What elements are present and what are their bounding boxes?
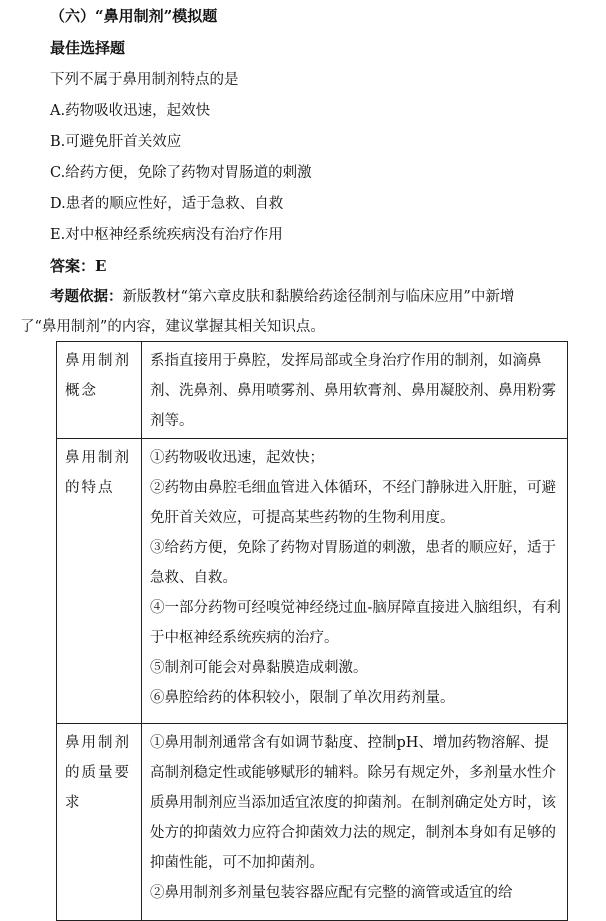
answer-line bbox=[50, 256, 106, 276]
option-a: A.药物吸收迅速，起效快 bbox=[50, 103, 211, 119]
section-title: （六）“鼻用制剂”模拟题 bbox=[50, 7, 218, 25]
basis-line-2: 了“鼻用制剂”的内容，建议掌握其相关知识点。 bbox=[20, 319, 325, 335]
table-row bbox=[57, 724, 568, 921]
row-label-features: 鼻用制剂的特点 bbox=[57, 439, 142, 724]
row-content-features bbox=[142, 439, 568, 724]
basis-text-1: 新版教材“第六章皮肤和黏膜给药途径制剂与临床应用”中新增 bbox=[122, 289, 515, 305]
basis-label: 考题依据： bbox=[50, 288, 123, 305]
content-paragraph: ①鼻用制剂通常含有如调节黏度、控制pH、增加药物溶解、提高制剂稳定性或能够赋形的辅料。除另有规定外，多剂量水性介质鼻用制剂应当添加适宜浓度的抑菌剂。在制剂确定处方时，该处方的抑菌效力应符合抑菌效力法的规定，制剂本身如有足够的抑菌性能，可不加抑菌剂。 bbox=[150, 735, 556, 871]
content-paragraph: ④一部分药物可经嗅觉神经绕过血-脑屏障直接进入脑组织，有利于中枢神经系统疾病的治疗。 bbox=[150, 600, 561, 646]
question-type-heading: 最佳选择题 bbox=[50, 39, 126, 57]
content-paragraph: ②鼻用制剂多剂量包装容器应配有完整的滴管或适宜的给 bbox=[150, 885, 513, 901]
row-label-concept: 鼻用制剂概念 bbox=[57, 342, 142, 439]
content-paragraph: ⑥鼻腔给药的体积较小，限制了单次用药剂量。 bbox=[150, 690, 455, 706]
row-label-quality: 鼻用制剂的质量要求 bbox=[57, 724, 142, 921]
answer-value: E bbox=[95, 257, 107, 275]
content-paragraph: 系指直接用于鼻腔，发挥局部或全身治疗作用的制剂，如滴鼻剂、洗鼻剂、鼻用喷雾剂、鼻用软膏剂、鼻用凝胶剂、鼻用粉雾剂等。 bbox=[150, 353, 556, 429]
option-e: E.对中枢神经系统疾病没有治疗作用 bbox=[50, 227, 283, 243]
knowledge-table bbox=[56, 341, 568, 921]
content-paragraph: ③给药方便，免除了药物对胃肠道的刺激，患者的顺应好，适于急救、自救。 bbox=[150, 540, 556, 586]
option-c: C.给药方便，免除了药物对胃肠道的刺激 bbox=[50, 165, 312, 181]
table-row bbox=[57, 439, 568, 724]
content-paragraph: ②药物由鼻腔毛细血管进入体循环，不经门静脉进入肝脏，可避免肝首关效应，可提高某些药物的生物利用度。 bbox=[150, 480, 556, 526]
question-stem: 下列不属于鼻用制剂特点的是 bbox=[50, 72, 239, 88]
option-b: B.可避免肝首关效应 bbox=[50, 134, 182, 150]
option-d: D.患者的顺应性好，适于急救、自救 bbox=[50, 196, 284, 212]
table-row bbox=[57, 342, 568, 439]
answer-label: 答案： bbox=[50, 257, 96, 275]
row-content-concept bbox=[142, 342, 568, 439]
row-content-quality bbox=[142, 724, 568, 921]
basis-line-1 bbox=[50, 287, 514, 307]
content-paragraph: ①药物吸收迅速，起效快； bbox=[150, 450, 324, 466]
content-paragraph: ⑤制剂可能会对鼻黏膜造成刺激。 bbox=[150, 660, 368, 676]
